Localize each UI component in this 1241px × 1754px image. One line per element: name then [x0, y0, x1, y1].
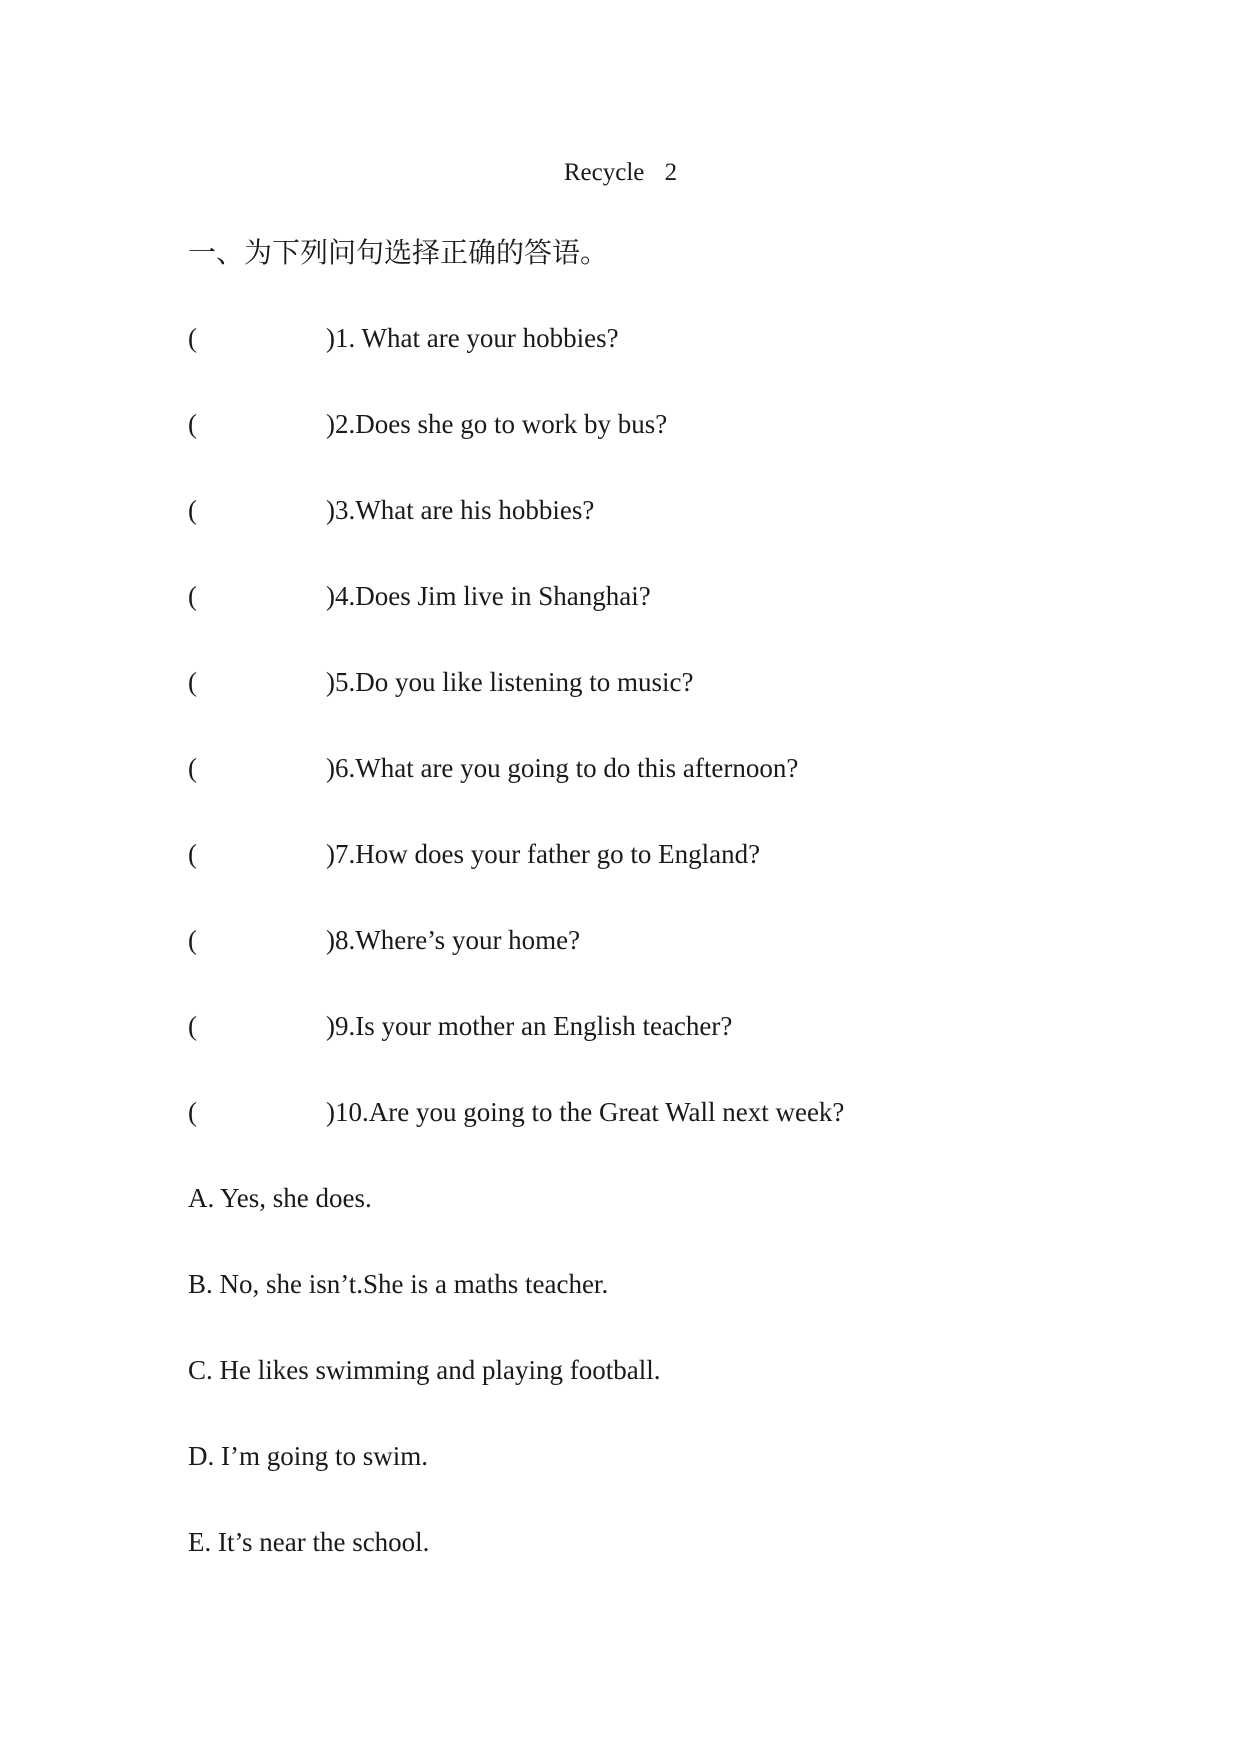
question-text: )10.Are you going to the Great Wall next week?: [326, 1097, 845, 1127]
question-text: )1. What are your hobbies?: [326, 323, 619, 353]
question-item-8: [188, 923, 844, 1009]
question-text: )9.Is your mother an English teacher?: [326, 1011, 733, 1041]
question-text: )2.Does she go to work by bus?: [326, 409, 668, 439]
question-text: )3.What are his hobbies?: [326, 495, 595, 525]
question-list: [188, 321, 844, 1181]
answer-blank[interactable]: (: [188, 323, 197, 353]
question-item-3: [188, 493, 844, 579]
answer-option-e: E. It’s near the school.: [188, 1527, 430, 1557]
question-item-4: [188, 579, 844, 665]
question-item-6: [188, 751, 844, 837]
section-heading: 一、为下列问句选择正确的答语。: [188, 236, 609, 269]
question-item-5: [188, 665, 844, 751]
question-text: )5.Do you like listening to music?: [326, 667, 694, 697]
answer-blank[interactable]: (: [188, 1097, 197, 1127]
answer-option-c: C. He likes swimming and playing football.: [188, 1355, 661, 1385]
question-text: )4.Does Jim live in Shanghai?: [326, 581, 651, 611]
question-item-1: [188, 321, 844, 407]
answer-blank[interactable]: (: [188, 839, 197, 869]
question-text: )8.Where’s your home?: [326, 925, 581, 955]
question-text: )6.What are you going to do this afternoon?: [326, 753, 799, 783]
answer-blank[interactable]: (: [188, 667, 197, 697]
answer-option-list: [188, 1181, 660, 1611]
answer-blank[interactable]: (: [188, 1011, 197, 1041]
answer-option-b: B. No, she isn’t.She is a maths teacher.: [188, 1269, 609, 1299]
answer-blank[interactable]: (: [188, 495, 197, 525]
question-item-7: [188, 837, 844, 923]
question-item-10: [188, 1095, 844, 1181]
answer-option-d: D. I’m going to swim.: [188, 1441, 428, 1471]
question-text: )7.How does your father go to England?: [326, 839, 761, 869]
answer-blank[interactable]: (: [188, 925, 197, 955]
question-item-9: [188, 1009, 844, 1095]
question-item-2: [188, 407, 844, 493]
answer-blank[interactable]: (: [188, 753, 197, 783]
page-title: Recycle 2: [563, 159, 678, 186]
answer-blank[interactable]: (: [188, 581, 197, 611]
answer-blank[interactable]: (: [188, 409, 197, 439]
answer-option-a: A. Yes, she does.: [188, 1183, 372, 1213]
